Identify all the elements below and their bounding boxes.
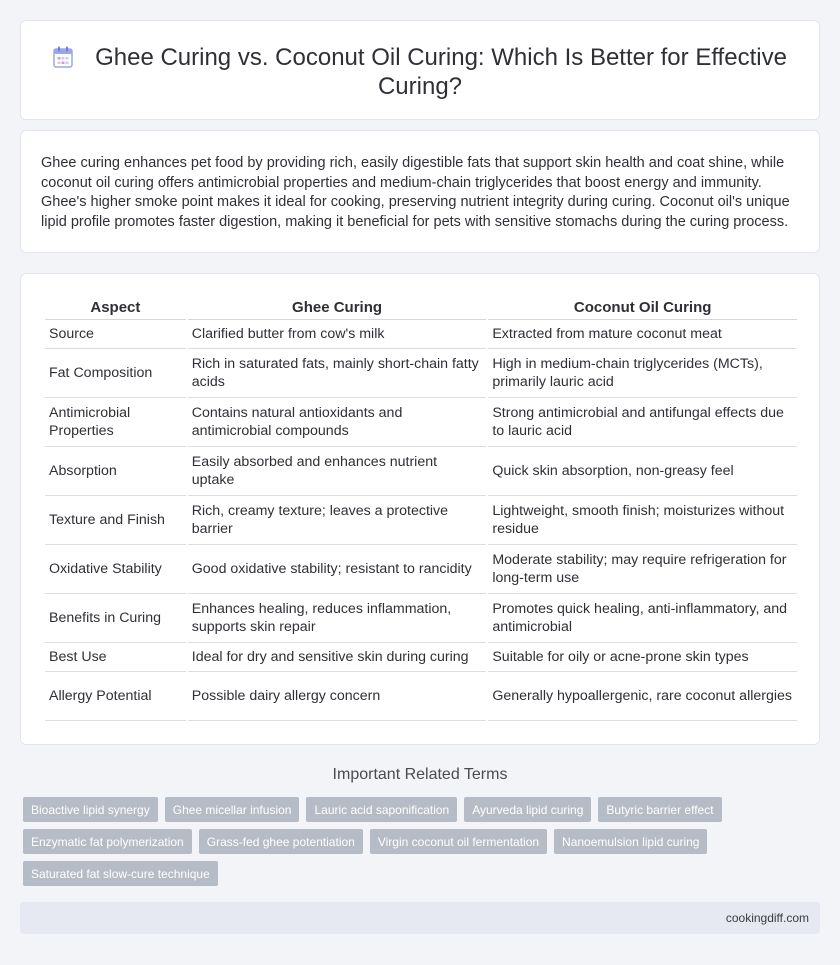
- coconut-cell: High in medium-chain triglycerides (MCTs), primarily lauric acid: [488, 349, 797, 398]
- table-row: [45, 545, 797, 594]
- ghee-cell: Contains natural antioxidants and antimicrobial compounds: [188, 398, 487, 447]
- page-title-wrap: [51, 43, 789, 101]
- coconut-cell: Promotes quick healing, anti-inflammatory, and antimicrobial: [488, 594, 797, 643]
- ghee-cell: Rich, creamy texture; leaves a protective barrier: [188, 496, 487, 545]
- column-header: Coconut Oil Curing: [488, 297, 797, 320]
- table-row: [45, 349, 797, 398]
- ghee-cell: Ideal for dry and sensitive skin during curing: [188, 643, 487, 672]
- related-term-tag[interactable]: Saturated fat slow-cure technique: [23, 861, 218, 886]
- ghee-cell: Easily absorbed and enhances nutrient uptake: [188, 447, 487, 496]
- coconut-cell: Extracted from mature coconut meat: [488, 320, 797, 349]
- coconut-cell: Moderate stability; may require refrigeration for long-term use: [488, 545, 797, 594]
- summary-text: Ghee curing enhances pet food by providing rich, easily digestible fats that support skin health and coat shine, while coconut oil curing offers antimicrobial properties and medium-chain triglycerides that boost energy and immunity. Ghee's higher smoke point makes it ideal for cooking, preserving nutrient integrity during curing. Coconut oil's unique lipid profile promotes faster digestion, making it beneficial for pets with sensitive stomachs during the curing process.: [41, 155, 790, 230]
- related-term-tag[interactable]: Ghee micellar infusion: [165, 797, 300, 822]
- table-row: [45, 594, 797, 643]
- table-row: [45, 496, 797, 545]
- table-row: [45, 672, 797, 721]
- coconut-cell: Generally hypoallergenic, rare coconut allergies: [488, 672, 797, 721]
- related-term-tag[interactable]: Grass-fed ghee potentiation: [199, 829, 363, 854]
- related-term-tag[interactable]: Bioactive lipid synergy: [23, 797, 158, 822]
- table-header-row: [45, 297, 797, 320]
- ghee-cell: Rich in saturated fats, mainly short-chain fatty acids: [188, 349, 487, 398]
- calendar-icon: [53, 46, 73, 68]
- table-row: [45, 320, 797, 349]
- aspect-cell: Benefits in Curing: [45, 594, 186, 643]
- related-term-tag[interactable]: Virgin coconut oil fermentation: [370, 829, 547, 854]
- ghee-cell: Good oxidative stability; resistant to rancidity: [188, 545, 487, 594]
- aspect-cell: Antimicrobial Properties: [45, 398, 186, 447]
- ghee-cell: Enhances healing, reduces inflammation, supports skin repair: [188, 594, 487, 643]
- related-terms-heading: Important Related Terms: [332, 766, 508, 783]
- coconut-cell: Quick skin absorption, non-greasy feel: [488, 447, 797, 496]
- coconut-cell: Suitable for oily or acne-prone skin types: [488, 643, 797, 672]
- comparison-card: [20, 273, 820, 745]
- aspect-cell: Allergy Potential: [45, 672, 186, 721]
- header-card: [20, 20, 820, 120]
- summary-card: [20, 130, 820, 253]
- column-header: Aspect: [45, 297, 186, 320]
- page-title: Ghee Curing vs. Coconut Oil Curing: Which Is Better for Effective Curing?: [95, 44, 787, 100]
- related-term-tag[interactable]: Ayurveda lipid curing: [464, 797, 591, 822]
- related-term-tag[interactable]: Lauric acid saponification: [306, 797, 457, 822]
- table-row: [45, 447, 797, 496]
- aspect-cell: Oxidative Stability: [45, 545, 186, 594]
- aspect-cell: Absorption: [45, 447, 186, 496]
- table-row: [45, 643, 797, 672]
- aspect-cell: Source: [45, 320, 186, 349]
- related-term-tag[interactable]: Nanoemulsion lipid curing: [554, 829, 707, 854]
- aspect-cell: Best Use: [45, 643, 186, 672]
- aspect-cell: Texture and Finish: [45, 496, 186, 545]
- coconut-cell: Strong antimicrobial and antifungal effects due to lauric acid: [488, 398, 797, 447]
- comparison-table: [43, 297, 799, 721]
- related-terms-list: [23, 797, 823, 893]
- table-row: [45, 398, 797, 447]
- ghee-cell: Possible dairy allergy concern: [188, 672, 487, 721]
- related-term-tag[interactable]: Butyric barrier effect: [598, 797, 721, 822]
- related-term-tag[interactable]: Enzymatic fat polymerization: [23, 829, 192, 854]
- footer-site-link[interactable]: cookingdiff.com: [725, 911, 809, 925]
- column-header: Ghee Curing: [188, 297, 487, 320]
- aspect-cell: Fat Composition: [45, 349, 186, 398]
- coconut-cell: Lightweight, smooth finish; moisturizes without residue: [488, 496, 797, 545]
- footer: [20, 902, 820, 934]
- ghee-cell: Clarified butter from cow's milk: [188, 320, 487, 349]
